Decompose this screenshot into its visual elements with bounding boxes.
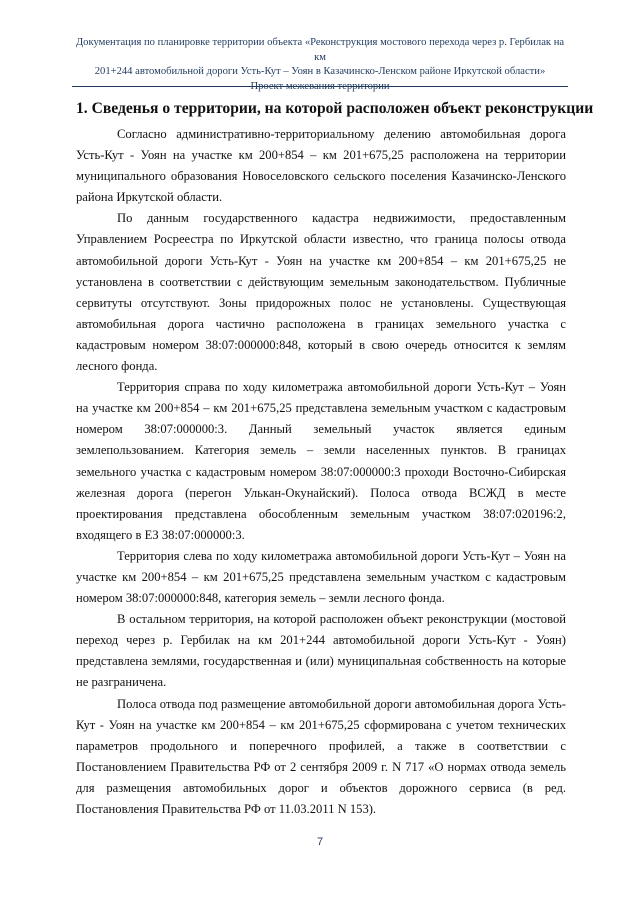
paragraph-4: Территория слева по ходу километража автомобильной дороги Усть-Кут – Уоян на участке км 200+854 – км 201+675,25 представлена земельным участком с кадастровым номером 38:07:000000:848, категория земель – земли лесного фонда. bbox=[76, 548, 566, 606]
paragraph-1: Согласно административно-территориальному делению автомобильная дорога Усть-Кут - Уоян на участке км 200+854 – км 201+675,25 расположена на территории муниципального образования Новоселовского сельского поселения Казачинско-Ленского района Иркутской области. bbox=[76, 127, 566, 205]
paragraph-5: В остальном территория, на которой расположен объект реконструкции (мостовой переход через р. Гербилак на км 201+244 автомобильной дороги Усть-Кут - Уоян) представлена землями, государственная и (или) муниципальная собственность на которые не разграничена. bbox=[76, 612, 566, 690]
paragraph-2: По данным государственного кадастра недвижимости, предоставленным Управлением Росреестра по Иркутской области известно, что граница полосы отвода автомобильной дороги Усть-Кут - Уоян на участке км 200+854 – км 201+675,25 не установлена в соответствии с действующим земельным законодательством. Публичные сервитуты отсутствуют. Зоны придорожных полос не установлены. Существующая автомобильная дорога частично расположена в границах земельного участка с кадастровым номером 38:07:000000:848, который в свою очередь относится к землям лесного фонда. bbox=[76, 211, 566, 374]
header-line-2: 201+244 автомобильной дороги Усть-Кут – Уоян в Казачинско-Ленском районе Иркутской области» bbox=[94, 66, 546, 77]
page-number: 7 bbox=[316, 836, 324, 848]
paragraph-6: Полоса отвода под размещение автомобильной дороги автомобильная дорога Усть-Кут - Уоян на участке км 200+854 – км 201+675,25 сформирована с учетом технических параметров продольного и поперечного профилей, а также в соответствии с Постановлением Правительства РФ от 2 сентября 2009 г. N 717 «О нормах отвода земель для размещения автомобильных дорог и объектов дорожного сервиса (в ред. Постановления Правительства РФ от 11.03.2011 N 153). bbox=[76, 696, 566, 816]
header-divider bbox=[72, 86, 568, 87]
header-line-1: Документация по планировке территории объекта «Реконструкция мостового перехода через р. Гербилак на км bbox=[75, 37, 565, 63]
section-heading: 1. Сведенья о территории, на которой расположен объект реконструкции bbox=[76, 100, 594, 117]
paragraph-3: Территория справа по ходу километража автомобильной дороги Усть-Кут – Уоян на участке км 200+854 – км 201+675,25 представлена земельным участком с кадастровым номером 38:07:000000:3. Данный земельный участок является единым землепользованием. Категория земель – земли населенных пунктов. В границах земельного участка с кадастровым номером 38:07:000000:3 проходи Восточно-Сибирская железная дорога (перегон Улькан-Окунайский). Полоса отвода ВСЖД в месте проектирования представлена обособленным земельным участком 38:07:020196:2, входящего в ЕЗ 38:07:000000:3. bbox=[76, 380, 566, 542]
document-body bbox=[76, 124, 566, 820]
header-line-3: Проект межевания территории bbox=[250, 80, 390, 92]
